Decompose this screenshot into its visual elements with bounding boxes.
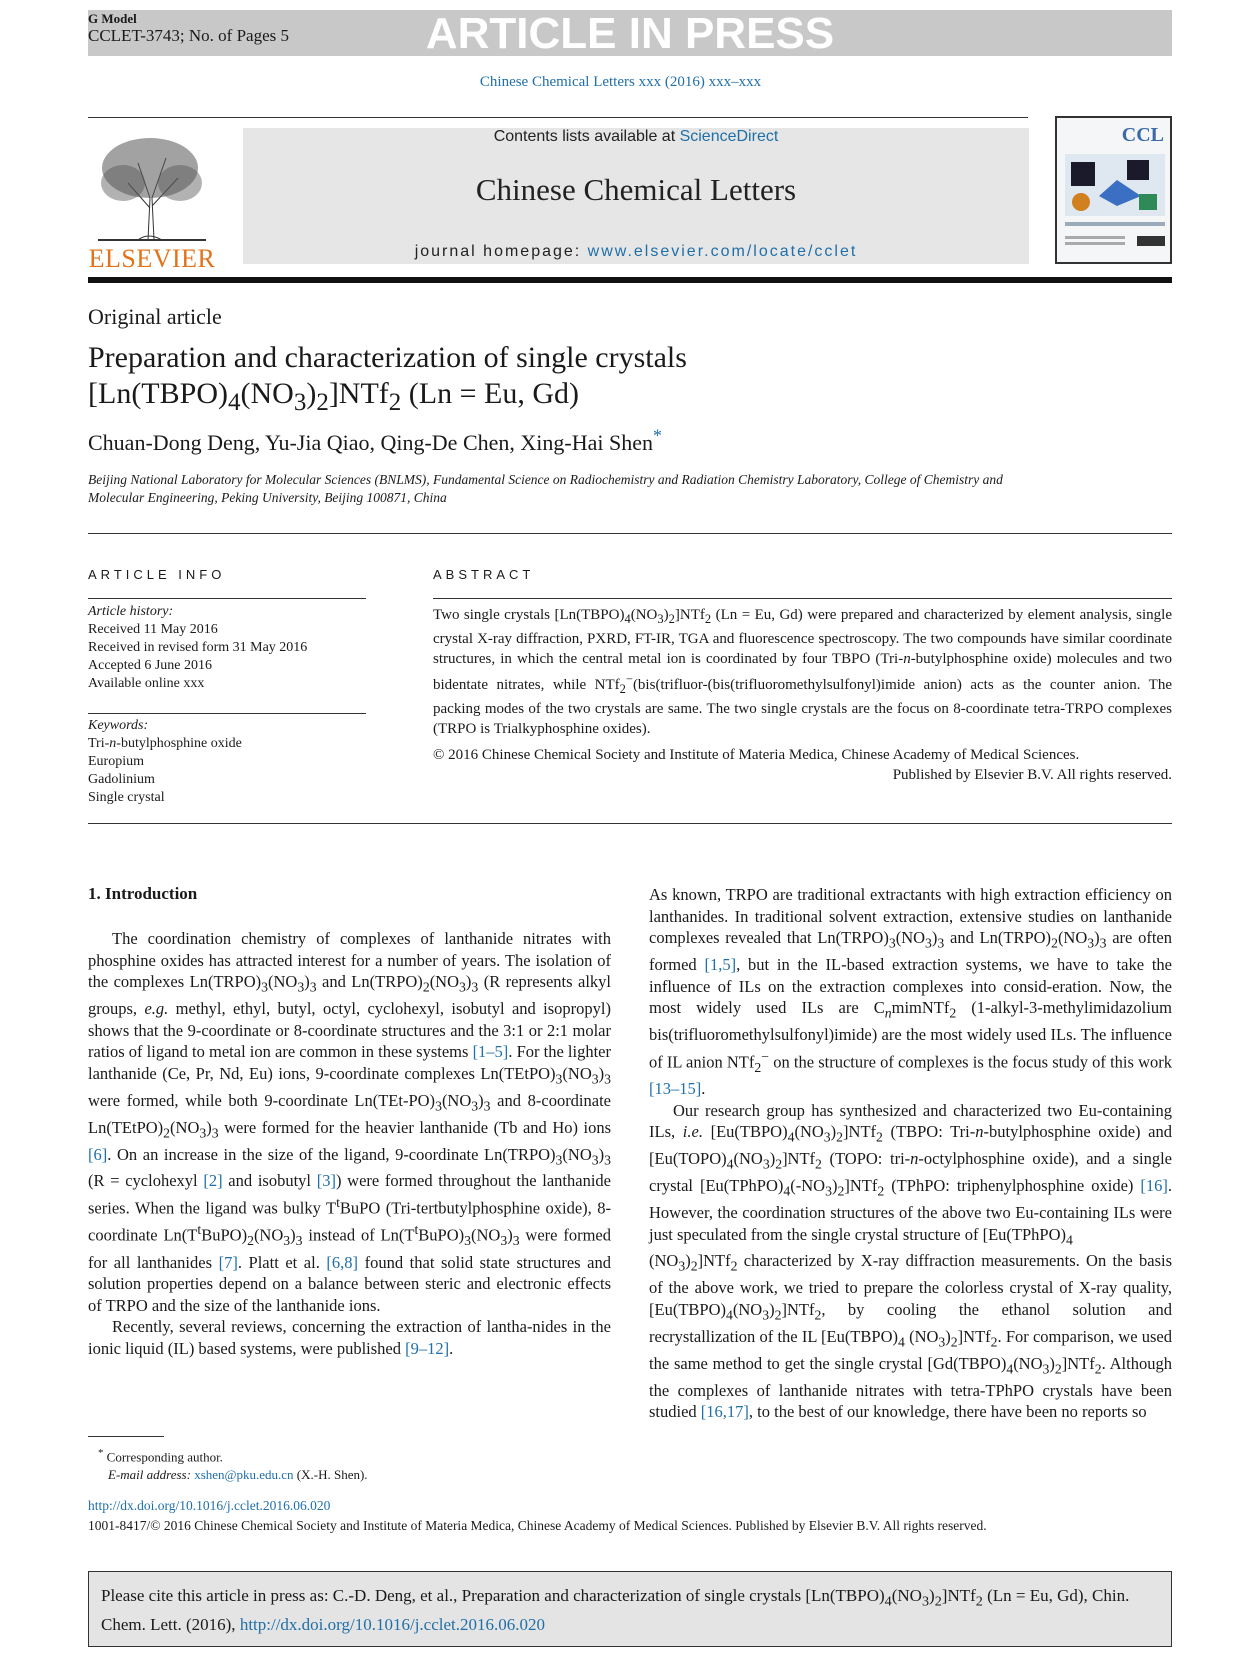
body-column-left [88, 928, 611, 1359]
citation-link[interactable]: [16] [1140, 1176, 1168, 1196]
keywords-title: Keywords: [88, 718, 149, 733]
citation-link[interactable]: [6,8] [326, 1252, 359, 1272]
keyword-item: Europium [88, 754, 144, 769]
keyword-item: Single crystal [88, 790, 165, 805]
homepage-link[interactable]: www.elsevier.com/locate/cclet [587, 243, 858, 260]
journal-name: Chinese Chemical Letters [475, 172, 797, 207]
issn-line: 1001-8417/© 2016 Chinese Chemical Society and Institute of Materia Medica, Chinese Academy of Medical Sciences. Published by Elsevier B.V. All rights reserved. [88, 1518, 987, 1533]
sciencedirect-link[interactable]: ScienceDirect [679, 128, 779, 145]
author-list: Chuan-Dong Deng, Yu-Jia Qiao, Qing-De Chen, Xing-Hai Shen* [88, 425, 662, 455]
citation-link[interactable]: [1–5] [472, 1042, 509, 1062]
keyword-item: Gadolinium [88, 772, 155, 787]
homepage-line: journal homepage: www.elsevier.com/locate/cclet [414, 243, 858, 260]
email-link[interactable]: xshen@pku.edu.cn [194, 1467, 294, 1483]
article-title: Preparation and characterization of single crystals $[Ln(TBPO)_4(NO_3)_2]NTf_2$ (Ln = Eu, Gd) [88, 341, 687, 416]
elsevier-wordmark: ELSEVIER [88, 244, 216, 273]
abstract-text: Two single crystals $[Ln(TBPO)_4(NO_3)_2]NTf_2$ (Ln = Eu, Gd) were prepared and characterized by element analysis, single crystal X-ray diffraction, PXRD, FT-IR, TGA and fluorescence spectroscopy. The two compounds have similar coordinate structures, in which the central metal ion is coordinated by four TBPO (Tri-n-butylphosphine oxide) molecules and two bidentate nitrates, while NTf$_2$−(bis(trifluor-(bis(trifluoromethylsulfonyl)imide anion) acts as the counter anion. The packing modes of the two crystals are same. The two single crystals are the focus on 8-coordinate tetra-TRPO complexes (TRPO is Trialkyphosphine oxides). [433, 607, 1172, 737]
section-title: 1. Introduction [88, 884, 198, 903]
abstract-heading: ABSTRACT [433, 567, 535, 582]
paragraph: As known, TRPO are traditional extractants with high extraction efficiency on lanthanides. In traditional solvent extraction, extensive studies on lanthanide complexes revealed that $Ln(TRPO)_3(NO_3)_3$ and $Ln(TRPO)_2(NO_3)_3$ are often formed [1,5], but in the IL-based extraction systems, we have to take the influence of ILs on the extraction complexes into consid-eration. Now, the most widely used ILs are $C_nmimNTf_2$ (1-alkyl-3-methylimidazolium bis(trifluoromethylsulfonyl)imide) are the most widely used ILs. The influence of IL anion NTf$_2$− on the structure of complexes is the focus study of this work [13–15]. [649, 885, 1173, 1099]
header-rule [88, 117, 1028, 118]
divider [88, 823, 1172, 824]
paragraph: Recently, several reviews, concerning the extraction of lantha-nides in the ionic liquid (IL) based systems, were published [9–12]. [88, 1317, 611, 1358]
citation-link[interactable]: [2] [203, 1171, 223, 1191]
affiliation: Beijing National Laboratory for Molecular Sciences (BNLMS), Fundamental Science on Radiochemistry and Radiation Chemistry Laboratory, College of Chemistry and Molecular Engineering, Peking University, Beijing 100871, China [88, 472, 1003, 505]
history-title: Article history: [88, 604, 174, 619]
journal-citation-line[interactable]: Chinese Chemical Letters xxx (2016) xxx–xxx [479, 74, 762, 90]
keyword-item: Tri-n-butylphosphine oxide [88, 736, 242, 751]
citation-link[interactable]: [7] [218, 1252, 238, 1272]
body-column-right [649, 884, 1172, 1423]
citation-box: Please cite this article in press as: C.-D. Deng, et al., Preparation and characterization of single crystals $[Ln(TBPO)_4(NO_3)_2]NTf_2$ (Ln = Eu, Gd), Chin. Chem. Lett. (2016), http://dx.doi.org/10.1016/j.cclet.2016.06.020 [88, 1571, 1172, 1647]
divider [433, 598, 1172, 599]
journal-banner [243, 128, 1029, 264]
citation-link[interactable]: [9–12] [405, 1338, 450, 1358]
history-item: Received 11 May 2016 [88, 622, 218, 637]
header-thick-rule [88, 277, 1172, 283]
journal-cover-thumbnail[interactable] [1055, 116, 1172, 264]
paragraph: The coordination chemistry of complexes of lanthanide nitrates with phosphine oxides has attracted interest for a number of years. The isolation of the complexes $Ln(TRPO)_3(NO_3)_3$ and $Ln(TRPO)_2(NO_3)_3$ (R represents alkyl groups, e.g. methyl, ethyl, butyl, octyl, cyclohexyl, isobutyl and isopropyl) shows that the 9-coordinate or 8-coordinate structures and the 3:1 or 2:1 molar ratios of ligand to metal ion are common in these systems [1–5]. For the lighter lanthanide (Ce, Pr, Nd, Eu) ions, 9-coordinate complexes $Ln(TEtPO)_3(NO_3)_3$ were formed, while both 9-coordinate $Ln(TEt-PO)_3(NO_3)_3$ and 8-coordinate $Ln(TEtPO)_2(NO_3)_3$ were formed for the heavier lanthanide (Tb and Ho) ions [6]. On an increase in the size of the ligand, 9-coordinate $Ln(TRPO)_3(NO_3)_3$ (R = cyclohexyl [2] and isobutyl [3]) were formed throughout the lanthanide series. When the ligand was bulky $T^tBuPO$ (Tri-tertbutylphosphine oxide), 8-coordinate $Ln(T^tBuPO)_2(NO_3)_3$ instead of $Ln(T^tBuPO)_3(NO_3)_3$ were formed for all lanthanides [7]. Platt et al. [6,8] found that solid state structures and solution properties depend on a balance between steric and electronic effects of TRPO and the size of the lanthanide ions. [88, 929, 612, 1315]
footnote: * Corresponding author. E-mail address: xshen@pku.edu.cn (X.-H. Shen). [98, 1447, 368, 1483]
article-history [88, 603, 368, 693]
contents-line: Contents lists available at ScienceDirect [493, 128, 779, 145]
article-info-heading: ARTICLE INFO [88, 567, 226, 582]
article-in-press-label: ARTICLE IN PRESS [425, 9, 835, 58]
abstract-copyright: © 2016 Chinese Chemical Society and Institute of Materia Medica, Chinese Academy of Medical Sciences. Published by Elsevier B.V. All rights reserved. [433, 747, 1172, 783]
cover-ccl-label: CCL [1121, 124, 1164, 146]
g-model-label: G Model [88, 11, 137, 26]
doi-link[interactable]: http://dx.doi.org/10.1016/j.cclet.2016.06.020 [88, 1498, 331, 1513]
divider [88, 598, 366, 599]
corresponding-author-marker[interactable]: * [652, 425, 662, 446]
paragraph: Our research group has synthesized and characterized two Eu-containing ILs, i.e. $[Eu(TBPO)_4(NO_3)_2]NTf_2$ (TBPO: Tri-n-butylphosphine oxide) and $[Eu(TOPO)_4(NO_3)_2]NTf_2$ (TOPO: tri-n-octylphosphine oxide), and a single crystal $[Eu(TPhPO)_4(-NO_3)_2]NTf_2$ (TPhPO: triphenylphosphine oxide) [16]. However, the coordination structures of the above two Eu-containing ILs were just speculated from the single crystal structure of [$Eu(TPhPO)_4$ $(NO_3)_2]NTf_2$ characterized by X-ray diffraction measurements. On the basis of the above work, we tried to prepare the colorless crystal of X-ray quality, $[Eu(TBPO)_4(NO_3)_2]NTf_2$, by cooling the ethanol solution and recrystallization of the IL [$Eu(TBPO)_4$ $(NO_3)_2]NTf_2$. For comparison, we used the same method to get the single crystal $[Gd(TBPO)_4(NO_3)_2]NTf_2$. Although the complexes of lanthanide nitrates with tetra-TPhPO crystals have been studied [16,17], to the best of our knowledge, there have been no reports so [649, 1100, 1173, 1422]
citation-link[interactable]: [6] [88, 1144, 108, 1164]
history-item: Available online xxx [88, 676, 205, 691]
footnote-rule [88, 1436, 164, 1437]
article-id: CCLET-3743; No. of Pages 5 [88, 26, 290, 45]
divider [88, 533, 1172, 534]
citation-link[interactable]: [3] [316, 1171, 336, 1191]
citation-doi-link[interactable]: http://dx.doi.org/10.1016/j.cclet.2016.06.020 [239, 1615, 546, 1635]
citation-link[interactable]: [1,5] [704, 955, 737, 975]
citation-link[interactable]: [16,17] [700, 1402, 749, 1422]
article-type: Original article [88, 304, 222, 329]
divider [88, 713, 366, 714]
history-item: Accepted 6 June 2016 [88, 658, 213, 673]
keywords [88, 717, 368, 807]
history-item: Received in revised form 31 May 2016 [88, 640, 308, 655]
citation-link[interactable]: [13–15] [649, 1079, 702, 1099]
